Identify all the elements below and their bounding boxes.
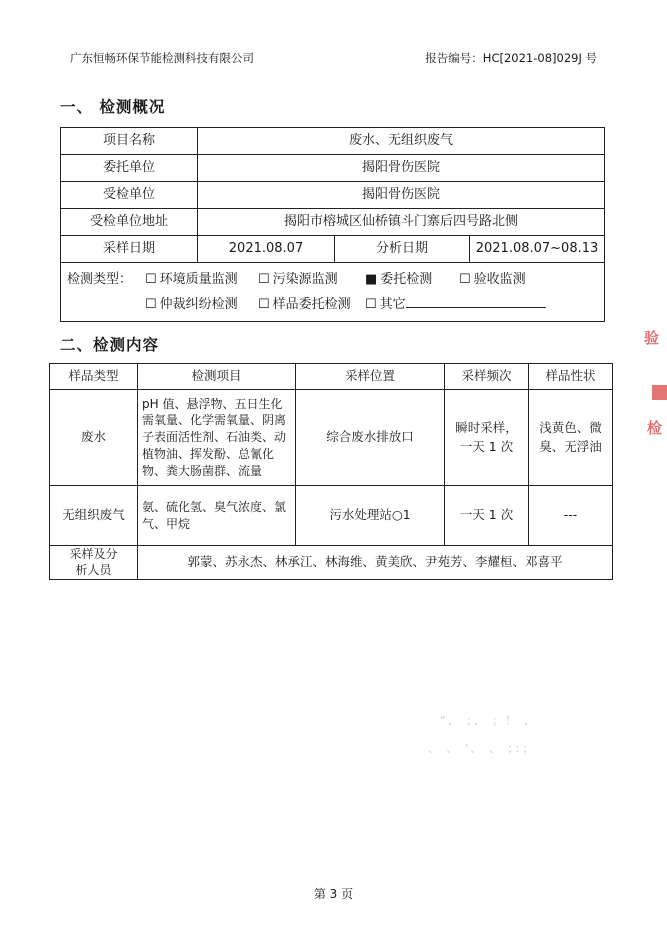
report-number: 报告编号：HC[2021-08]029J 号 [425, 51, 597, 65]
detection-type-label: 检测类型： [67, 272, 133, 287]
option-sample-commissioned [258, 292, 365, 317]
option-label: 污染源监测 [272, 272, 338, 287]
table-row [50, 486, 613, 546]
table-row [50, 390, 613, 486]
stamp-fragment: 检 [645, 420, 663, 435]
table-row [61, 155, 605, 182]
address-value: 揭阳市榕城区仙桥镇斗门寨后四号路北侧 [198, 209, 605, 236]
option-pollution-source [258, 267, 365, 292]
faint-mark: 、 、 ‘、 、 ；：； [428, 742, 536, 755]
stamp-fragment: 验 [642, 330, 660, 345]
sample-type-cell: 废水 [50, 390, 138, 486]
client-value: 揭阳骨伤医院 [198, 155, 605, 182]
option-arbitration [145, 292, 258, 317]
table-row [61, 128, 605, 155]
checkbox-icon: ☐ [459, 272, 471, 287]
project-name-value: 废水、无组织废气 [198, 128, 605, 155]
sample-character-cell: --- [529, 486, 613, 546]
sample-date-label: 采样日期 [61, 236, 198, 263]
sample-character-cell: 浅黄色、微臭、无浮油 [529, 390, 613, 486]
table-row [50, 546, 613, 580]
checkbox-icon: ☐ [258, 272, 270, 287]
address-label: 受检单位地址 [61, 209, 198, 236]
project-name-label: 项目名称 [61, 128, 198, 155]
table-header-row [50, 364, 613, 390]
client-label: 委托单位 [61, 155, 198, 182]
fill-in-line [406, 295, 546, 308]
option-label: 样品委托检测 [272, 297, 351, 312]
analysis-date-value: 2021.08.07~08.13 [470, 236, 605, 263]
overview-table [60, 127, 605, 322]
option-environment [145, 267, 258, 292]
option-label: 环境质量监测 [159, 272, 238, 287]
option-label: 其它 [379, 297, 406, 312]
sample-date-value: 2021.08.07 [198, 236, 335, 263]
column-header: 采样频次 [445, 364, 529, 390]
staff-label: 采样及分析人员 [50, 546, 138, 580]
analysis-date-label: 分析日期 [335, 236, 470, 263]
section1-title: 一、 检测概况 [60, 98, 166, 116]
checkbox-icon: ☐ [145, 272, 157, 287]
option-label: 仲裁纠纷检测 [159, 297, 238, 312]
column-header: 样品类型 [50, 364, 138, 390]
table-row [61, 236, 605, 263]
inspected-label: 受检单位 [61, 182, 198, 209]
column-header: 样品性状 [529, 364, 613, 390]
staff-value: 郭蒙、苏永杰、林承江、林海维、黄美欣、尹苑芳、李耀桓、邓喜平 [138, 546, 613, 580]
sampling-location-cell: 综合废水排放口 [296, 390, 445, 486]
column-header: 采样位置 [296, 364, 445, 390]
inspected-value: 揭阳骨伤医院 [198, 182, 605, 209]
option-label: 验收监测 [473, 272, 526, 287]
test-items-cell: 氨、硫化氢、臭气浓度、氯气、甲烷 [138, 486, 296, 546]
section2-title: 二、检测内容 [60, 336, 160, 354]
option-label: 委托检测 [380, 272, 433, 287]
company-name: 广东恒畅环保节能检测科技有限公司 [70, 51, 254, 65]
checkbox-icon: ☐ [258, 297, 270, 312]
stamp-star-fragment [652, 385, 667, 400]
table-row [61, 209, 605, 236]
sample-type-cell: 无组织废气 [50, 486, 138, 546]
checkbox-icon: ☐ [145, 297, 157, 312]
detection-type-cell [61, 263, 605, 322]
faint-mark: “、 ；、 ；！ 、 [440, 714, 537, 727]
sampling-location-cell: 污水处理站○1 [296, 486, 445, 546]
content-table [49, 363, 613, 580]
table-row [61, 182, 605, 209]
page-number: 第 3 页 [313, 887, 354, 901]
option-other [365, 292, 546, 317]
checked-box-icon: ■ [365, 272, 378, 287]
checkbox-icon: ☐ [365, 297, 377, 312]
option-acceptance [459, 267, 526, 292]
sampling-frequency-cell: 一天 1 次 [445, 486, 529, 546]
test-items-cell: pH 值、悬浮物、五日生化需氧量、化学需氧量、阴离子表面活性剂、石油类、动植物油、挥发酚、总氰化物、粪大肠菌群、流量 [138, 390, 296, 486]
column-header: 检测项目 [138, 364, 296, 390]
sampling-frequency-cell: 瞬时采样，一天 1 次 [445, 390, 529, 486]
table-row [61, 263, 605, 322]
option-commissioned [365, 267, 459, 292]
